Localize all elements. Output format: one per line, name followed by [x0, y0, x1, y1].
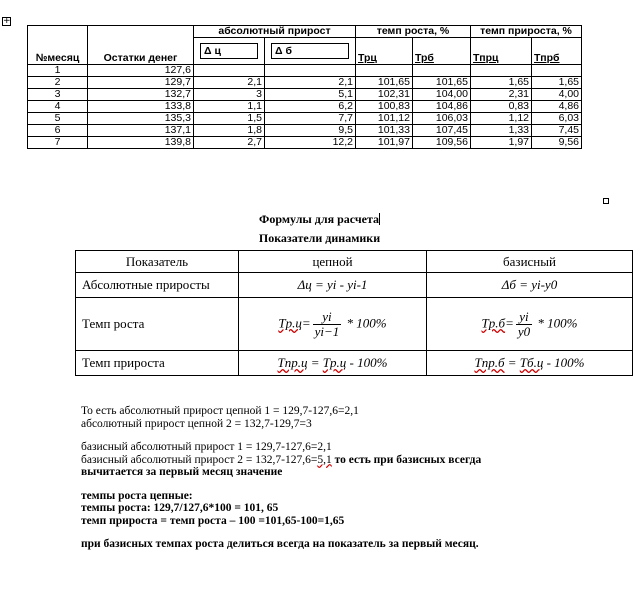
header-trc-cell: [356, 38, 413, 65]
cell-tprb: 4,86: [532, 101, 582, 113]
header-trc: Трц: [358, 52, 377, 64]
table-row: [28, 125, 582, 137]
cell-trc: 101,65: [356, 77, 413, 89]
note-line-8: [81, 515, 481, 528]
cell-month: 6: [28, 125, 88, 137]
cell-balance: 137,1: [88, 125, 194, 137]
table-row: [28, 137, 582, 149]
table-move-handle[interactable]: +: [3, 16, 11, 26]
header-tprb-cell: [532, 38, 582, 65]
cell-tprc: 1,97: [471, 137, 532, 149]
prir-base-formula: [427, 351, 633, 376]
cell-trc: 102,31: [356, 89, 413, 101]
note-line-4b: 5,1: [317, 453, 332, 466]
temp-chain-num: yi: [313, 310, 342, 325]
temp-chain-formula: Tр.ц= $\frac{yi}{yi-1}$ * 100%: [239, 298, 427, 351]
temp-base-formula: Tр.б= $\frac{yi}{y0}$ * 100%: [427, 298, 633, 351]
note-line-5-text: вычитается за первый месяц значение: [81, 466, 283, 478]
abs-chain-formula: [239, 273, 427, 298]
col-chain: цепной: [239, 251, 427, 273]
cell-delta-chain: 2,7: [194, 137, 265, 149]
cell-tprc: 1,65: [471, 77, 532, 89]
header-balance: Остатки денег: [88, 26, 194, 65]
cell-delta-base: [265, 65, 356, 77]
cell-tprb: 4,00: [532, 89, 582, 101]
note-line-4c: то есть при базисных всегда: [331, 453, 482, 466]
row-temp-label: Темп роста: [76, 298, 239, 351]
cell-month: 3: [28, 89, 88, 101]
prir-chain-formula: [239, 351, 427, 376]
cell-trb: 106,03: [413, 113, 471, 125]
note-line-2: абсолютный прирост цепной 2 = 132,7-129,7=3: [81, 417, 312, 430]
table-resize-handle[interactable]: [603, 198, 609, 204]
cell-balance: 135,3: [88, 113, 194, 125]
temp-base-num: yi: [516, 310, 532, 325]
note-line-6-text: темпы роста цепные:: [81, 489, 193, 502]
table-row: [28, 77, 582, 89]
header-growth-rate: темп роста, %: [356, 26, 471, 38]
cell-delta-base: 12,2: [265, 137, 356, 149]
prir-chain-t: Tр.ц: [322, 355, 347, 370]
cell-month: 7: [28, 137, 88, 149]
cell-trc: 100,83: [356, 101, 413, 113]
temp-chain-den: yi−1: [314, 323, 340, 339]
header-delta-base-cell: [265, 38, 356, 65]
note-line-1: То есть абсолютный прирост цепной 1 = 129,7-127,6=2,1: [81, 405, 359, 417]
cell-trb: 104,00: [413, 89, 471, 101]
note-line-3: базисный абсолютный прирост 1 = 129,7-127,6=2,1: [81, 441, 332, 453]
notes-block: [81, 405, 481, 551]
cell-month: 5: [28, 113, 88, 125]
cell-trb: 104,86: [413, 101, 471, 113]
note-line-4a: базисный абсолютный прирост 2 = 132,7-127,6=: [81, 453, 318, 466]
cell-tprc: 1,12: [471, 113, 532, 125]
prir-base-eq: =: [504, 355, 520, 370]
header-increase-rate: темп прироста, %: [471, 26, 582, 38]
temp-base-times: * 100%: [537, 314, 578, 330]
cell-balance: 129,7: [88, 77, 194, 89]
prir-chain-minus: - 100%: [346, 355, 388, 370]
text-caret: [379, 213, 380, 225]
abs-base-formula: [427, 273, 633, 298]
temp-chain-fraction: [313, 310, 342, 339]
table-row: [28, 89, 582, 101]
cell-balance: 133,8: [88, 101, 194, 113]
cell-month: 4: [28, 101, 88, 113]
abs-chain-rhs: = yi - yi-1: [314, 277, 368, 292]
header-tprc-cell: [471, 38, 532, 65]
header-delta-chain: Δ ц: [200, 43, 258, 59]
temp-chain-times: * 100%: [346, 314, 387, 330]
note-line-6: [81, 490, 481, 503]
header-trb-cell: [413, 38, 471, 65]
cell-balance: 132,7: [88, 89, 194, 101]
table-row: [28, 65, 582, 77]
cell-delta-chain: 3: [194, 89, 265, 101]
table-row: [28, 101, 582, 113]
abs-base-rhs: = yi-y0: [519, 277, 558, 292]
row-prir-label: Темп прироста: [76, 351, 239, 376]
header-trb: Трб: [415, 52, 434, 64]
row-abs-label: Абсолютные приросты: [76, 273, 239, 298]
cell-trb: [413, 65, 471, 77]
abs-chain-lhs: Δц: [297, 277, 312, 292]
cell-delta-chain: [194, 65, 265, 77]
cell-balance: 127,6: [88, 65, 194, 77]
note-line-4: [81, 454, 481, 467]
cell-tprb: [532, 65, 582, 77]
cell-delta-chain: 1,5: [194, 113, 265, 125]
note-line-7-text: темпы роста: 129,7/127,6*100 = 101, 65: [81, 502, 279, 514]
cell-trc: [356, 65, 413, 77]
note-line-7: [81, 502, 481, 515]
cell-trc: 101,97: [356, 137, 413, 149]
prir-chain-lhs: Tпр.ц: [277, 355, 308, 370]
cell-tprc: [471, 65, 532, 77]
header-tprb: Тпрб: [534, 52, 560, 64]
cell-tprc: 2,31: [471, 89, 532, 101]
abs-base-lhs: Δб: [501, 277, 516, 292]
prir-base-t: Tб.ц: [519, 355, 544, 370]
header-abs-growth: абсолютный прирост: [194, 26, 356, 38]
header-month: №месяц: [28, 26, 88, 65]
indicators-heading: Показатели динамики: [258, 231, 381, 245]
formulas-table: [75, 250, 633, 376]
temp-base-fraction: [516, 310, 532, 339]
cell-tprb: 6,03: [532, 113, 582, 125]
cell-tprc: 0,83: [471, 101, 532, 113]
cell-month: 1: [28, 65, 88, 77]
cell-delta-base: 5,1: [265, 89, 356, 101]
cell-tprb: 1,65: [532, 77, 582, 89]
cell-delta-chain: 1,8: [194, 125, 265, 137]
dynamics-table: [27, 25, 582, 149]
temp-base-den: y0: [517, 323, 531, 339]
cell-trc: 101,12: [356, 113, 413, 125]
header-tprc: Тпрц: [473, 52, 499, 64]
header-delta-base: Δ б: [271, 43, 349, 59]
cell-tprb: 9,56: [532, 137, 582, 149]
cell-delta-chain: 2,1: [194, 77, 265, 89]
cell-delta-base: 9,5: [265, 125, 356, 137]
formulas-heading: [0, 212, 639, 227]
cell-month: 2: [28, 77, 88, 89]
note-line-5: [81, 466, 481, 479]
cell-balance: 139,8: [88, 137, 194, 149]
col-base: базисный: [427, 251, 633, 273]
cell-tprb: 7,45: [532, 125, 582, 137]
note-line-8-text: темп прироста = темп роста – 100 =101,65-100=1,65: [81, 514, 345, 527]
cell-delta-base: 7,7: [265, 113, 356, 125]
col-indicator: Показатель: [76, 251, 239, 273]
cell-trc: 101,33: [356, 125, 413, 137]
note-line-9: [81, 538, 481, 551]
cell-delta-chain: 1,1: [194, 101, 265, 113]
prir-base-lhs: Tпр.б: [474, 355, 505, 370]
cell-trb: 101,65: [413, 77, 471, 89]
temp-base-lhs: Tр.б: [481, 314, 506, 330]
cell-tprc: 1,33: [471, 125, 532, 137]
prir-base-minus: - 100%: [543, 355, 585, 370]
cell-delta-base: 2,1: [265, 77, 356, 89]
cell-delta-base: 6,2: [265, 101, 356, 113]
temp-chain-lhs: Tр.ц: [278, 314, 302, 330]
cell-trb: 107,45: [413, 125, 471, 137]
prir-chain-eq: =: [307, 355, 323, 370]
table-row: [28, 113, 582, 125]
note-line-9-text: при базисных темпах роста делиться всегда на показатель за первый месяц.: [81, 538, 479, 550]
cell-trb: 109,56: [413, 137, 471, 149]
header-delta-chain-cell: [194, 38, 265, 65]
formulas-heading-text: Формулы для расчета: [259, 212, 379, 226]
